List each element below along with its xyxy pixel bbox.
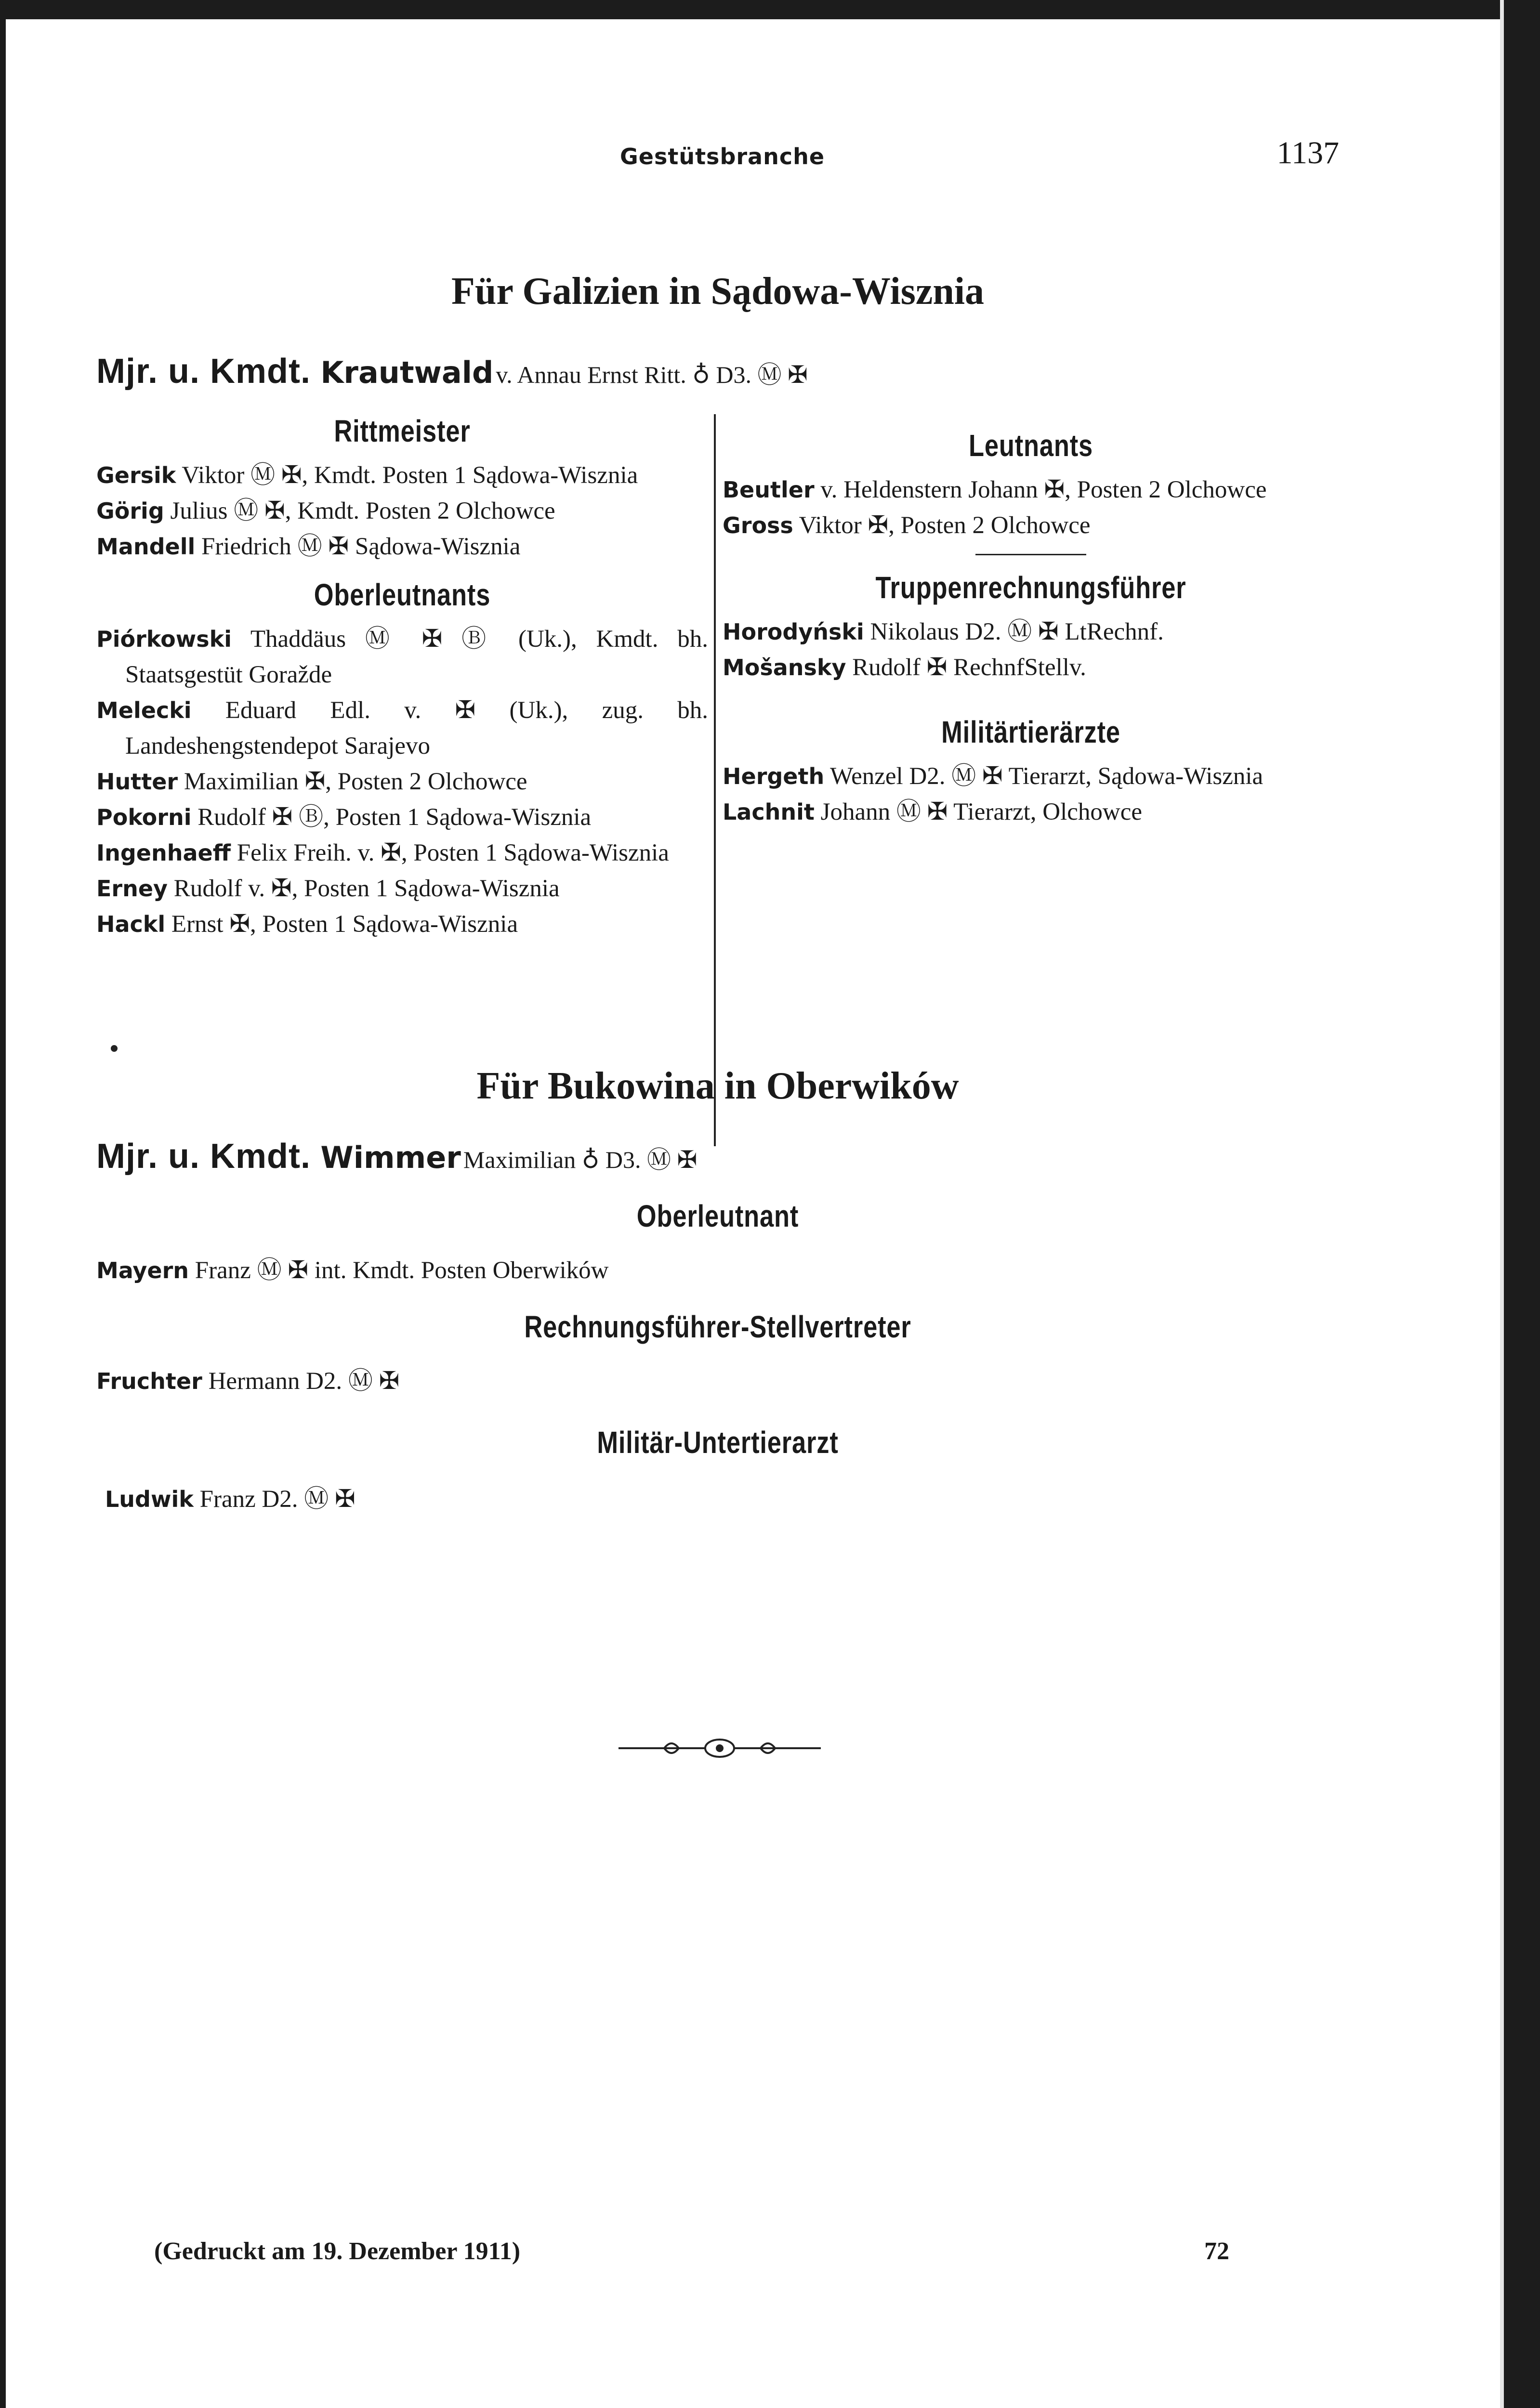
heading-truppenrechnungsfuehrer: Truppenrechnungsführer [875,570,1186,605]
list-item [723,650,1339,685]
commander-name: Wimmer [320,1140,461,1175]
person-details: Johann Ⓜ ✠ Tierarzt, Olchowce [820,798,1142,825]
list-item [105,1479,355,1514]
heading-rittmeister: Rittmeister [334,414,471,448]
person-name: Lachnit [723,799,815,825]
ink-dot [111,1045,118,1052]
person-details: Maximilian ✠, Posten 2 Olchowce [184,768,527,795]
list-item [96,906,708,942]
person-name: Gross [723,512,793,538]
section-title-bukowina: Für Bukowina in Oberwików [476,1065,959,1107]
running-title: Gestütsbranche [620,144,825,170]
section-title-galizien: Für Galizien in Sądowa-Wisznia [451,270,985,313]
person-details: Julius Ⓜ ✠, Kmdt. Posten 2 Olchowce [170,497,555,524]
column-right [723,424,1339,830]
print-date: (Gedruckt am 19. Dezember 1911) [154,2238,521,2265]
commander-rank: Mjr. u. Kmdt. [96,352,311,391]
person-name: Horodyński [723,619,864,645]
list-item [96,835,708,871]
running-head [96,135,1339,178]
person-name: Pokorni [96,804,192,830]
list-item [96,458,708,493]
person-details: Friedrich Ⓜ ✠ Sądowa-Wisznia [201,533,521,560]
person-name: Mayern [96,1257,189,1283]
scan-border-right-inner [1500,0,1504,2408]
person-name: Hergeth [723,763,825,789]
commander-line-galizien [96,352,1339,391]
ornament-divider [619,1734,821,1763]
person-name: Hackl [96,911,166,937]
heading-militaertieraerzte: Militärtierärzte [941,715,1120,749]
person-name: Ludwik [105,1486,194,1512]
person-details: Wenzel D2. Ⓜ ✠ Tierarzt, Sądowa-Wisznia [830,763,1264,790]
person-details: Franz D2. Ⓜ ✠ [199,1486,355,1513]
person-name: Fruchter [96,1368,202,1394]
person-name: Mandell [96,534,196,560]
person-details: Nikolaus D2. Ⓜ ✠ LtRechnf. [870,618,1164,645]
list-item [723,472,1339,508]
person-name: Gersik [96,462,176,488]
list-item [96,621,708,693]
person-name: Melecki [96,697,192,723]
list-item [723,614,1339,650]
heading-leutnants: Leutnants [968,428,1093,463]
person-details: Thaddäus Ⓜ ✠ Ⓑ (Uk.), Kmdt. bh. Staatsgestüt Goražde [125,626,708,688]
scan-border-right [1504,0,1540,2408]
person-details: v. Heldenstern Johann ✠, Posten 2 Olchowce [820,476,1267,503]
commander-details: Maximilian ♁ D3. Ⓜ ✠ [463,1146,698,1173]
list-item [96,493,708,529]
person-name: Görig [96,498,164,524]
list-item [723,508,1339,543]
column-left [96,409,708,942]
person-details: Hermann D2. Ⓜ ✠ [208,1368,400,1395]
person-details: Rudolf ✠ RechnfStellv. [852,654,1086,681]
heading-militaer-untertierarzt: Militär-Untertierarzt [597,1425,839,1460]
heading-oberleutnant: Oberleutnant [636,1199,799,1233]
scan-border-top [0,0,1540,19]
commander-name: Krautwald [320,355,494,390]
person-name: Beutler [723,477,815,503]
column-divider [714,414,716,1146]
person-details: Franz Ⓜ ✠ int. Kmdt. Posten Oberwików [195,1257,609,1284]
page-number: 1137 [1277,135,1339,170]
person-name: Ingenhaeff [96,840,231,866]
list-item [96,764,708,799]
list-item [96,871,708,906]
person-details: Rudolf ✠ Ⓑ, Posten 1 Sądowa-Wisznia [197,804,592,831]
person-name: Mošansky [723,654,846,681]
person-details: Ernst ✠, Posten 1 Sądowa-Wisznia [171,911,518,938]
person-name: Erney [96,876,168,902]
person-details: Felix Freih. v. ✠, Posten 1 Sądowa-Wisznia [237,839,669,866]
person-name: Hutter [96,769,178,795]
section-rule [975,554,1086,555]
list-item [96,693,708,764]
list-item [96,1250,608,1285]
list-item [723,759,1339,794]
heading-rechnungsfuehrer-stellvertreter: Rechnungsführer-Stellvertreter [524,1309,911,1344]
heading-oberleutnants: Oberleutnants [314,577,491,612]
sheet-number: 72 [1204,2238,1229,2265]
list-item [96,1361,399,1396]
person-name: Piórkowski [96,626,232,652]
person-details: Eduard Edl. v. ✠ (Uk.), zug. bh. Landeshengstendepot Sarajevo [125,697,708,759]
commander-line-bukowina [96,1137,1339,1176]
person-details: Rudolf v. ✠, Posten 1 Sądowa-Wisznia [173,875,560,902]
scan-border-left [0,0,6,2408]
list-item [96,529,708,564]
person-details: Viktor ✠, Posten 2 Olchowce [799,512,1091,539]
person-details: Viktor Ⓜ ✠, Kmdt. Posten 1 Sądowa-Wisznia [182,462,638,489]
list-item [96,799,708,835]
list-item [723,794,1339,830]
commander-details: v. Annau Ernst Ritt. ♁ D3. Ⓜ ✠ [496,361,808,388]
commander-rank: Mjr. u. Kmdt. [96,1137,311,1176]
